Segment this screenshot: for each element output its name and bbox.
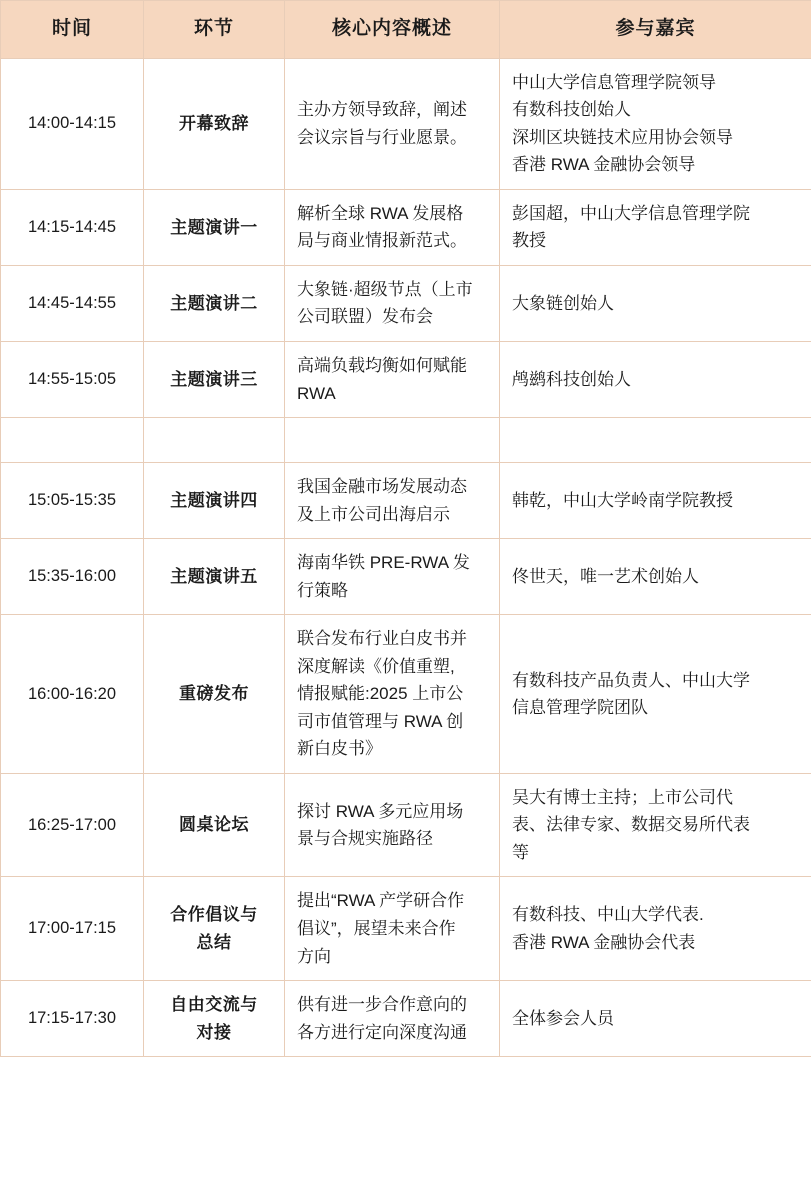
cell-guests-line: 中山大学信息管理学院领导 xyxy=(512,72,716,92)
table-row xyxy=(1,265,811,341)
cell-time xyxy=(1,615,144,774)
cell-time xyxy=(1,58,144,189)
cell-segment-line: 自由交流与 xyxy=(170,995,258,1015)
cell-description-line: 深度解读《价值重塑, xyxy=(297,656,455,676)
cell-time-text xyxy=(13,915,131,942)
cell-segment-text xyxy=(156,563,272,591)
cell-description-text xyxy=(297,96,487,151)
column-header-guests: 参与嘉宾 xyxy=(500,1,811,59)
cell-description-line: 新白皮书》 xyxy=(297,739,382,759)
cell-time xyxy=(1,189,144,265)
cell-segment xyxy=(144,773,285,877)
cell-guests-text xyxy=(512,1005,799,1033)
cell-guests xyxy=(500,981,811,1057)
spacer-cell xyxy=(144,418,285,463)
cell-time-text xyxy=(13,214,131,241)
table-row xyxy=(1,463,811,539)
cell-description xyxy=(285,265,500,341)
cell-segment xyxy=(144,877,285,981)
cell-time xyxy=(1,773,144,877)
cell-time-line: 15:35-16:00 xyxy=(27,567,117,586)
cell-guests-text xyxy=(512,487,799,515)
cell-segment-line: 合作倡议与 xyxy=(170,905,258,925)
cell-description-line: 局与商业情报新范式。 xyxy=(297,231,467,251)
cell-time-line: 14:45-14:55 xyxy=(27,294,117,313)
cell-description xyxy=(285,539,500,615)
cell-time-line: 17:00-17:15 xyxy=(27,919,117,938)
table-row xyxy=(1,773,811,877)
cell-description-line: 联合发布行业白皮书并 xyxy=(297,629,467,649)
cell-time-line: 14:15-14:45 xyxy=(27,218,117,237)
column-header-segment: 环节 xyxy=(144,1,285,59)
cell-time xyxy=(1,463,144,539)
cell-time-line: 17:15-17:30 xyxy=(27,1009,117,1028)
cell-segment xyxy=(144,539,285,615)
table-row xyxy=(1,877,811,981)
cell-description xyxy=(285,463,500,539)
cell-guests-line: 大象链创始人 xyxy=(512,293,614,313)
cell-segment-text xyxy=(156,487,272,515)
cell-description-line: 司市值管理与 RWA 创 xyxy=(297,711,464,731)
cell-guests xyxy=(500,58,811,189)
cell-time-text xyxy=(13,366,131,393)
cell-segment-text xyxy=(156,811,272,839)
cell-description xyxy=(285,773,500,877)
cell-guests-line: 香港 RWA 金融协会代表 xyxy=(512,932,696,952)
cell-segment xyxy=(144,58,285,189)
column-header-time: 时间 xyxy=(1,1,144,59)
cell-guests xyxy=(500,615,811,774)
cell-time-line: 15:05-15:35 xyxy=(27,491,117,510)
cell-time xyxy=(1,981,144,1057)
cell-time-text xyxy=(13,563,131,590)
cell-guests xyxy=(500,773,811,877)
cell-description-line: RWA xyxy=(297,383,336,403)
cell-segment-line: 对接 xyxy=(196,1022,232,1042)
cell-description-line: 情报赋能:2025 上市公 xyxy=(297,684,464,704)
cell-segment-text xyxy=(156,110,272,138)
cell-segment-line: 主题演讲二 xyxy=(170,293,258,313)
cell-description xyxy=(285,615,500,774)
cell-description-text xyxy=(297,625,487,763)
cell-segment-text xyxy=(156,290,272,318)
spacer-cell xyxy=(1,418,144,463)
cell-segment-text xyxy=(156,991,272,1046)
cell-segment-text xyxy=(156,214,272,242)
table-row xyxy=(1,615,811,774)
table-spacer-row xyxy=(1,418,811,463)
cell-time-line: 14:00-14:15 xyxy=(27,114,117,133)
cell-description-line: 公司联盟）发布会 xyxy=(297,307,433,327)
cell-description-text xyxy=(297,352,487,407)
cell-description-line: 会议宗旨与行业愿景。 xyxy=(297,127,467,147)
spacer-cell xyxy=(285,418,500,463)
cell-segment-line: 主题演讲三 xyxy=(170,369,258,389)
spacer-cell xyxy=(500,418,811,463)
cell-description-line: 及上市公司出海启示 xyxy=(297,504,450,524)
cell-description-text xyxy=(297,473,487,528)
cell-description-line: 供有进一步合作意向的 xyxy=(297,995,467,1015)
cell-segment-line: 主题演讲五 xyxy=(170,566,258,586)
cell-guests-text xyxy=(512,200,799,255)
cell-time-line: 16:00-16:20 xyxy=(27,684,117,703)
cell-description xyxy=(285,58,500,189)
cell-guests-text xyxy=(512,366,799,394)
cell-segment-text xyxy=(156,901,272,956)
cell-time xyxy=(1,342,144,418)
cell-segment-line: 开幕致辞 xyxy=(179,114,249,134)
cell-description-text xyxy=(297,200,487,255)
cell-guests-line: 佟世天，唯一艺术创始人 xyxy=(512,566,699,586)
cell-description-line: 探讨 RWA 多元应用场 xyxy=(297,801,464,821)
cell-description-line: 海南华铁 PRE-RWA 发 xyxy=(297,553,470,573)
cell-description-line: 各方进行定向深度沟通 xyxy=(297,1022,467,1042)
cell-description-text xyxy=(297,798,487,853)
column-header-description: 核心内容概述 xyxy=(285,1,500,59)
cell-time-line: 14:55-15:05 xyxy=(27,370,117,389)
cell-guests xyxy=(500,189,811,265)
table-header-row xyxy=(1,1,811,59)
cell-description-text xyxy=(297,887,487,970)
cell-guests-line: 香港 RWA 金融协会领导 xyxy=(512,155,696,175)
cell-description xyxy=(285,342,500,418)
cell-guests xyxy=(500,342,811,418)
cell-description-line: 行策略 xyxy=(297,580,348,600)
cell-segment xyxy=(144,981,285,1057)
cell-guests-text xyxy=(512,901,799,956)
cell-time-text xyxy=(13,681,131,708)
table-row xyxy=(1,58,811,189)
cell-guests-text xyxy=(512,667,799,722)
cell-guests-line: 全体参会人员 xyxy=(512,1008,614,1028)
cell-guests-line: 表、法律专家、数据交易所代表 xyxy=(512,815,750,835)
cell-segment-line: 主题演讲一 xyxy=(170,217,258,237)
cell-segment-text xyxy=(156,366,272,394)
cell-segment xyxy=(144,463,285,539)
cell-description-line: 倡议”，展望未来合作 xyxy=(297,918,456,938)
cell-segment-line: 总结 xyxy=(196,932,232,952)
cell-guests-line: 有数科技创始人 xyxy=(512,100,631,120)
cell-segment-line: 圆桌论坛 xyxy=(179,815,249,835)
cell-segment-line: 重磅发布 xyxy=(179,684,249,704)
table-header xyxy=(1,1,811,59)
cell-time-text xyxy=(13,1005,131,1032)
cell-guests xyxy=(500,539,811,615)
cell-description-line: 提出“RWA 产学研合作 xyxy=(297,891,465,911)
cell-guests-text xyxy=(512,784,799,867)
cell-description xyxy=(285,189,500,265)
cell-guests xyxy=(500,877,811,981)
table-row xyxy=(1,342,811,418)
cell-guests-line: 有数科技、中山大学代表. xyxy=(512,905,704,925)
cell-guests-text xyxy=(512,563,799,591)
cell-description-line: 解析全球 RWA 发展格 xyxy=(297,203,464,223)
cell-guests-line: 等 xyxy=(512,842,529,862)
cell-description-line: 大象链·超级节点（上市 xyxy=(297,279,473,299)
cell-guests-line: 信息管理学院团队 xyxy=(512,698,648,718)
cell-description-text xyxy=(297,549,487,604)
table-body xyxy=(1,58,811,1056)
cell-time-text xyxy=(13,487,131,514)
cell-time xyxy=(1,539,144,615)
cell-description-line: 主办方领导致辞，阐述 xyxy=(297,100,467,120)
cell-description-text xyxy=(297,276,487,331)
cell-segment xyxy=(144,189,285,265)
cell-guests-text xyxy=(512,290,799,318)
cell-time-text xyxy=(13,110,131,137)
cell-guests-line: 吴大有博士主持；上市公司代 xyxy=(512,787,733,807)
cell-segment-line: 主题演讲四 xyxy=(170,490,258,510)
cell-description-line: 我国金融市场发展动态 xyxy=(297,477,467,497)
cell-description xyxy=(285,981,500,1057)
cell-segment xyxy=(144,615,285,774)
cell-description xyxy=(285,877,500,981)
cell-guests-text xyxy=(512,69,799,179)
table-row xyxy=(1,189,811,265)
cell-guests-line: 深圳区块链技术应用协会领导 xyxy=(512,127,733,147)
cell-segment-text xyxy=(156,680,272,708)
cell-guests-line: 韩乾，中山大学岭南学院教授 xyxy=(512,490,733,510)
cell-time xyxy=(1,877,144,981)
cell-guests xyxy=(500,463,811,539)
cell-guests-line: 彭国超，中山大学信息管理学院 xyxy=(512,203,750,223)
cell-time-line: 16:25-17:00 xyxy=(27,815,117,834)
cell-description-line: 高端负载均衡如何赋能 xyxy=(297,356,467,376)
cell-guests-line: 有数科技产品负责人、中山大学 xyxy=(512,670,750,690)
cell-time-text xyxy=(13,812,131,839)
cell-description-line: 景与合规实施路径 xyxy=(297,829,433,849)
cell-guests-line: 鸬鹚科技创始人 xyxy=(512,369,631,389)
cell-time-text xyxy=(13,290,131,317)
cell-segment xyxy=(144,265,285,341)
table-row xyxy=(1,539,811,615)
cell-segment xyxy=(144,342,285,418)
table-row xyxy=(1,981,811,1057)
cell-guests-line: 教授 xyxy=(512,231,546,251)
cell-description-line: 方向 xyxy=(297,946,331,966)
cell-description-text xyxy=(297,991,487,1046)
cell-time xyxy=(1,265,144,341)
cell-guests xyxy=(500,265,811,341)
